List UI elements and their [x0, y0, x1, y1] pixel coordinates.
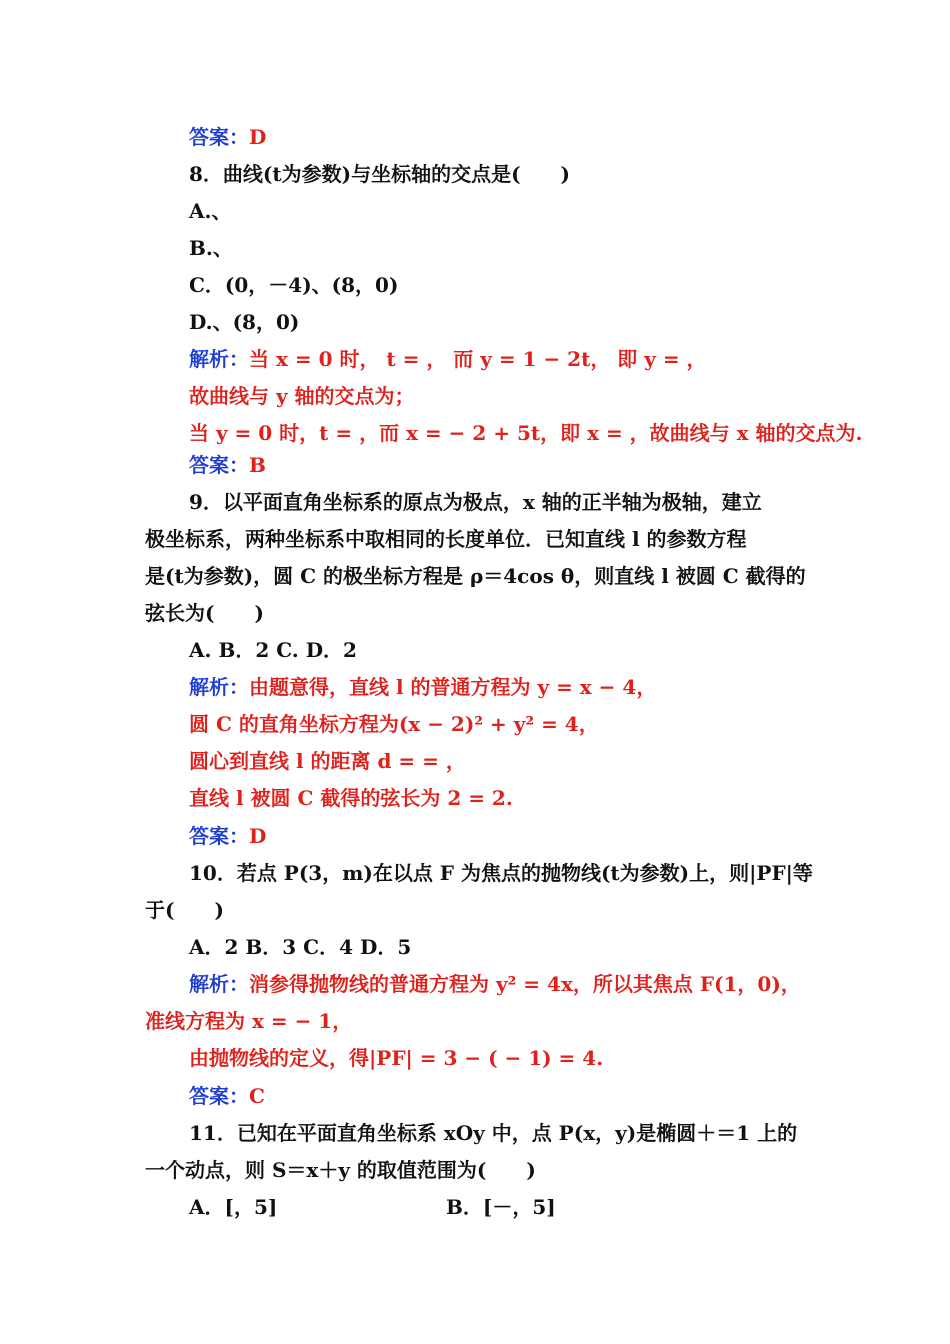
question-9-stem-line-3: 是(t为参数)，圆 C 的极坐标方程是 ρ＝4cos θ，则直线 l 被圆 C 截得的 [145, 564, 806, 588]
question-9-stem-line-1: 9．以平面直角坐标系的原点为极点，x 轴的正半轴为极轴，建立 [189, 490, 762, 514]
answer-value: B [249, 453, 266, 477]
q8-analysis-line-1 [189, 345, 707, 373]
analysis-label: 解析： [189, 972, 249, 996]
answer-value: D [249, 125, 267, 149]
question-11-stem-line-1: 11．已知在平面直角坐标系 xOy 中，点 P(x，y)是椭圆＋＝1 上的 [189, 1121, 798, 1145]
q10-analysis-line-2: 准线方程为 x = − 1， [145, 1009, 353, 1033]
q8-option-b: B.、 [189, 236, 233, 260]
q9-analysis-line-1 [189, 673, 656, 701]
answer-label: 答案： [189, 1084, 249, 1108]
q8-answer-line [189, 451, 266, 479]
q10-options: A．2 B．3 C．4 D．5 [189, 935, 412, 959]
q10-answer-line [189, 1082, 265, 1110]
q9-analysis-line-2: 圆 C 的直角坐标方程为(x − 2)² + y² = 4， [189, 712, 599, 736]
q8-analysis-line-3: 当 y = 0 时，t = ，而 x = − 2 + 5t，即 x = ，故曲线与 x 轴的交点为. [189, 421, 863, 445]
question-10-stem-line-1: 10．若点 P(3，m)在以点 F 为焦点的抛物线(t为参数)上，则|PF|等 [189, 861, 813, 885]
answer-value: C [249, 1084, 265, 1108]
answer-label: 答案： [189, 453, 249, 477]
q11-option-a: A．[，5] [189, 1195, 278, 1219]
question-11-stem-line-2: 一个动点，则 S＝x＋y 的取值范围为( ) [145, 1158, 536, 1182]
answer-label: 答案： [189, 824, 249, 848]
answer-label: 答案： [189, 125, 249, 149]
q10-analysis-line-3: 由抛物线的定义，得|PF| = 3 − ( − 1) = 4. [189, 1046, 604, 1070]
q11-option-b: B．[－，5] [446, 1195, 556, 1219]
q8-analysis-line-2: 故曲线与 y 轴的交点为； [189, 384, 415, 408]
question-9-stem-line-4: 弦长为( ) [145, 601, 264, 625]
analysis-text: 消参得抛物线的普通方程为 y² = 4x，所以其焦点 F(1，0)， [249, 972, 801, 996]
analysis-label: 解析： [189, 675, 249, 699]
q10-analysis-line-1 [189, 970, 801, 998]
analysis-text: 由题意得，直线 l 的普通方程为 y = x − 4， [249, 675, 657, 699]
q8-option-d: D.、(8，0) [189, 310, 300, 334]
q9-answer-line [189, 822, 266, 850]
question-8-stem: 8．曲线(t为参数)与坐标轴的交点是( ) [189, 162, 571, 186]
analysis-label: 解析： [189, 347, 249, 371]
q8-option-a: A.、 [189, 199, 232, 223]
q9-options: A. B．2 C. D．2 [189, 638, 357, 662]
question-9-stem-line-2: 极坐标系，两种坐标系中取相同的长度单位．已知直线 l 的参数方程 [145, 527, 747, 551]
q9-analysis-line-3: 圆心到直线 l 的距离 d = = ， [189, 749, 466, 773]
q9-analysis-line-4: 直线 l 被圆 C 截得的弦长为 2 = 2. [189, 786, 513, 810]
question-10-stem-line-2: 于( ) [145, 898, 224, 922]
answer-value: D [249, 824, 267, 848]
answer-line [189, 123, 266, 151]
q8-option-c: C．(0，－4)、(8，0) [189, 273, 399, 297]
analysis-text: 当 x = 0 时， t = ， 而 y = 1 − 2t， 即 y = ， [249, 347, 707, 371]
